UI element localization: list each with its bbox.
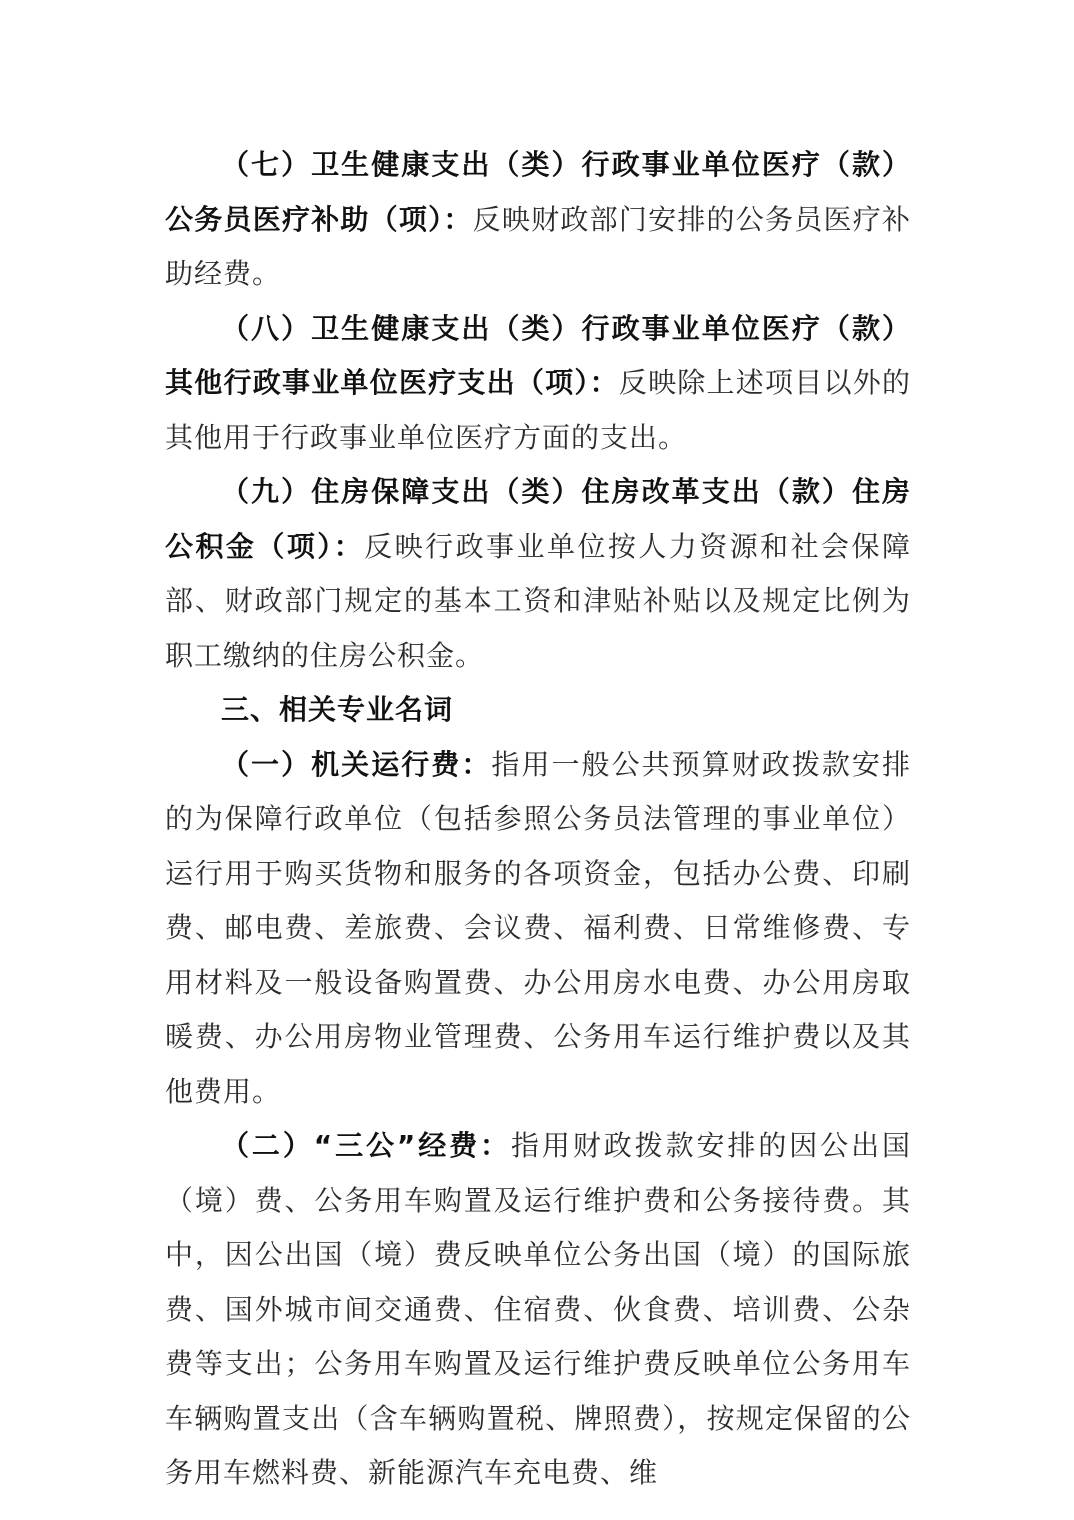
paragraph-operating-cost xyxy=(165,738,911,1120)
paragraph-body: 指用财政拨款安排的因公出国（境）费、公务用车购置及运行维护费和公务接待费。其中，因公出国（境）费反映单位公务出国（境）的国际旅费、国外城市间交通费、住宿费、伙食费、培训费、公杂费等支出；公务用车购置及运行维护费反映单位公务用车车辆购置支出（含车辆购置税、牌照费），按规定保留的公务用车燃料费、新能源汽车充电费、维 xyxy=(165,1129,911,1489)
paragraph-body: 指用一般公共预算财政拨款安排的为保障行政单位（包括参照公务员法管理的事业单位）运行用于购买货物和服务的各项资金，包括办公费、印刷费、邮电费、差旅费、会议费、福利费、日常维修费、专用材料及一般设备购置费、办公用房水电费、办公用房取暖费、办公用房物业管理费、公务用车运行维护费以及其他费用。 xyxy=(165,747,911,1108)
paragraph-medical-subsidy xyxy=(165,138,911,302)
paragraph-other-medical xyxy=(165,302,911,466)
paragraph-three-public-expenses xyxy=(165,1119,911,1501)
section-heading: 三、相关专业名词 xyxy=(221,693,454,726)
document-page xyxy=(165,138,911,1501)
paragraph-lead: （八）卫生健康支出（类）行政事业单位医疗（款）其他行政事业单位医疗支出（项）： xyxy=(165,311,911,399)
paragraph-housing-fund xyxy=(165,465,911,683)
paragraph-body: 反映除上述项目以外的其他用于行政事业单位医疗方面的支出。 xyxy=(165,366,911,454)
paragraph-body: 反映财政部门安排的公务员医疗补助经费。 xyxy=(165,202,911,290)
paragraph-body: 反映行政事业单位按人力资源和社会保障部、财政部门规定的基本工资和津贴补贴以及规定比例为职工缴纳的住房公积金。 xyxy=(165,529,911,672)
paragraph-lead: （七）卫生健康支出（类）行政事业单位医疗（款）公务员医疗补助（项）： xyxy=(165,148,911,236)
paragraph-lead: （一）机关运行费： xyxy=(221,747,492,781)
paragraph-lead: （九）住房保障支出（类）住房改革支出（款）住房公积金（项）： xyxy=(165,475,911,563)
paragraph-lead: （二）“三公”经费： xyxy=(221,1129,511,1162)
